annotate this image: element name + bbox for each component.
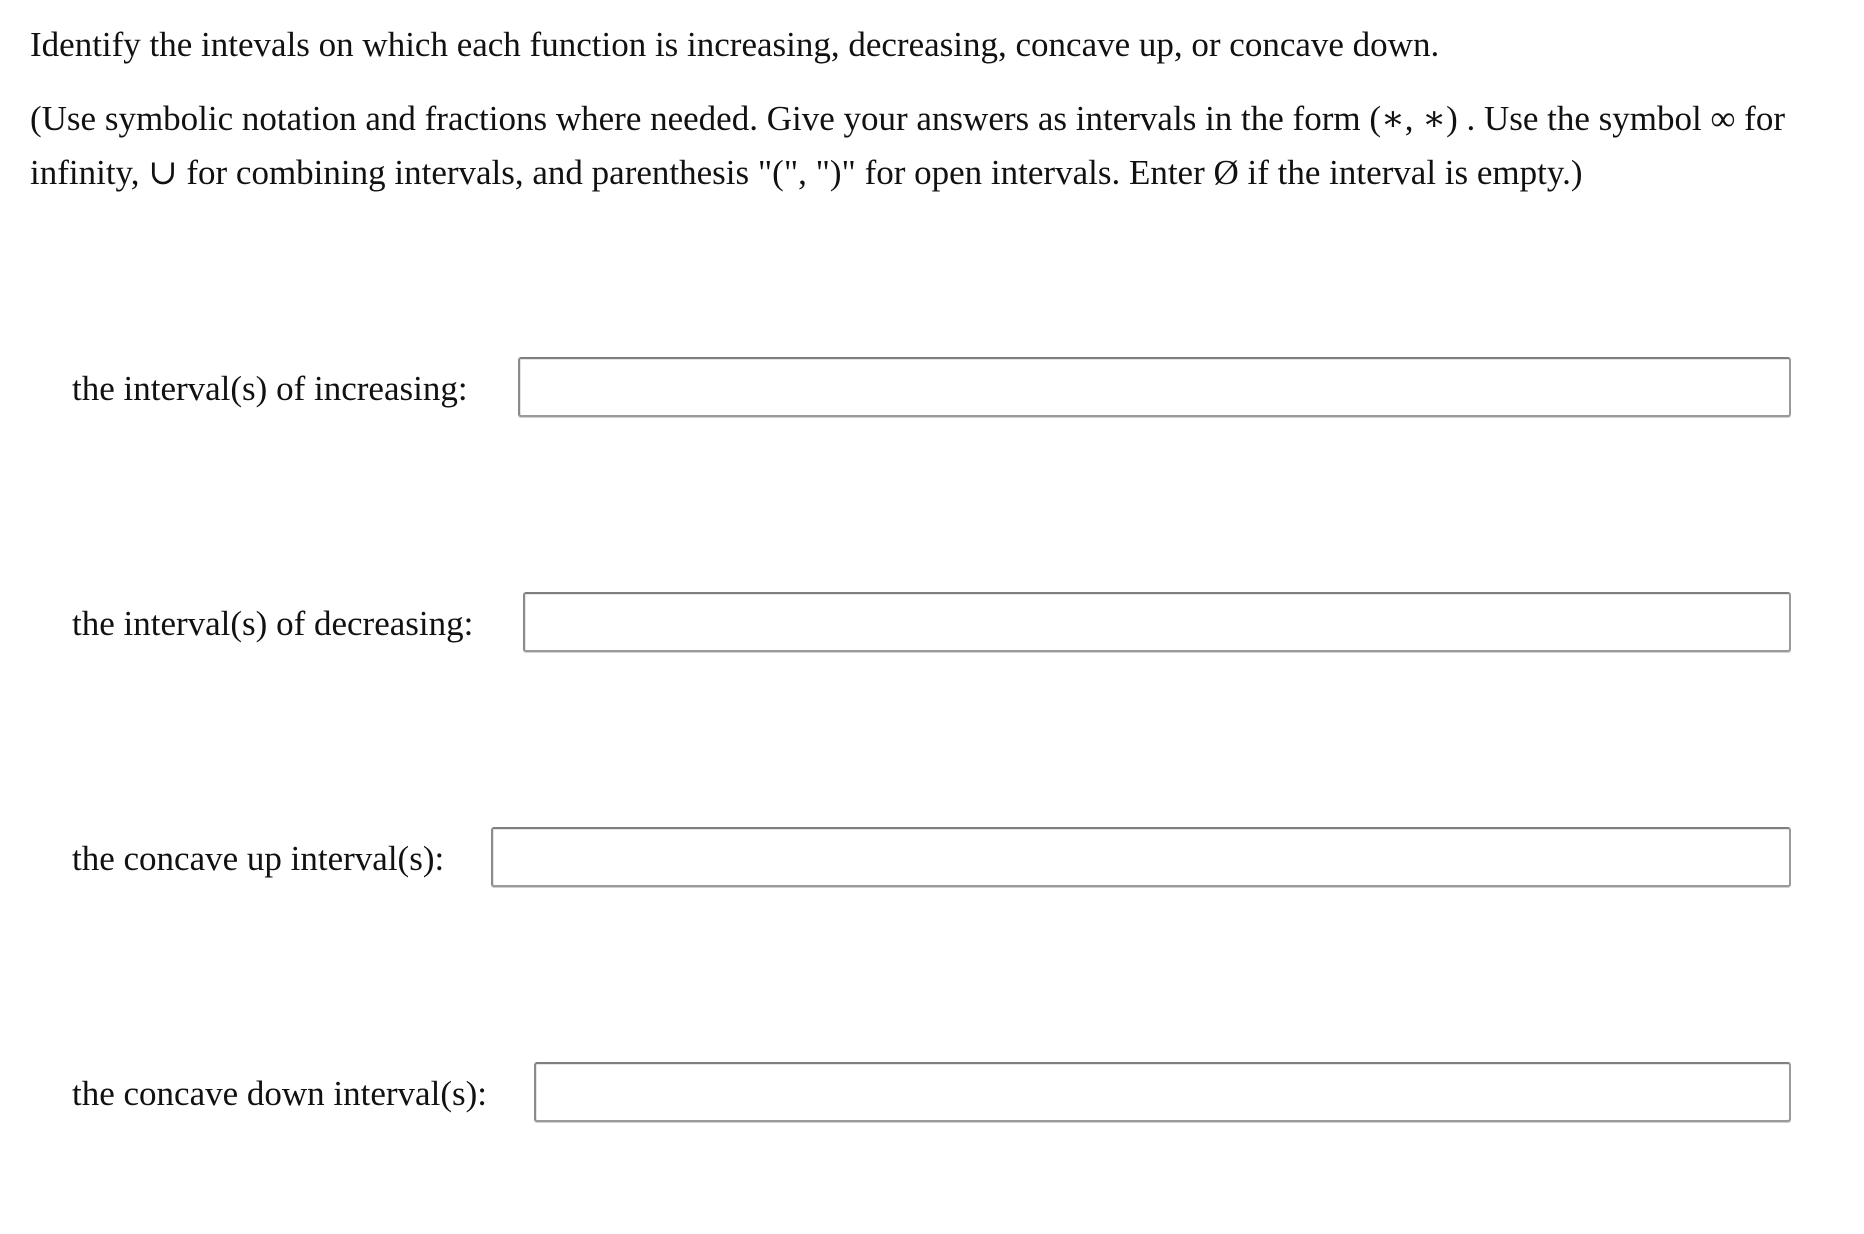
answer-instructions: (Use symbolic notation and fractions where needed. Give your answers as intervals in the form (∗, ∗) . Use the symbol ∞ for infinity, ∪ for combining intervals, and parenthesis "(", ")" for open intervals. Enter Ø if the interval is empty.) (30, 99, 1785, 192)
concave-down-field-row (0, 1062, 1864, 1126)
concave-up-label: the concave up interval(s): (72, 839, 445, 878)
decreasing-field-row (0, 592, 1864, 656)
increasing-field-row (0, 357, 1864, 421)
concave-up-field-row (0, 827, 1864, 891)
concave-up-interval-input[interactable] (491, 827, 1791, 887)
concave-down-label: the concave down interval(s): (72, 1074, 487, 1113)
question-prompt: Identify the intevals on which each function is increasing, decreasing, concave up, or concave down. (30, 25, 1440, 64)
increasing-label: the interval(s) of increasing: (72, 369, 468, 408)
decreasing-label: the interval(s) of decreasing: (72, 604, 474, 643)
increasing-interval-input[interactable] (518, 357, 1791, 417)
concave-down-interval-input[interactable] (534, 1062, 1791, 1122)
decreasing-interval-input[interactable] (523, 592, 1791, 652)
